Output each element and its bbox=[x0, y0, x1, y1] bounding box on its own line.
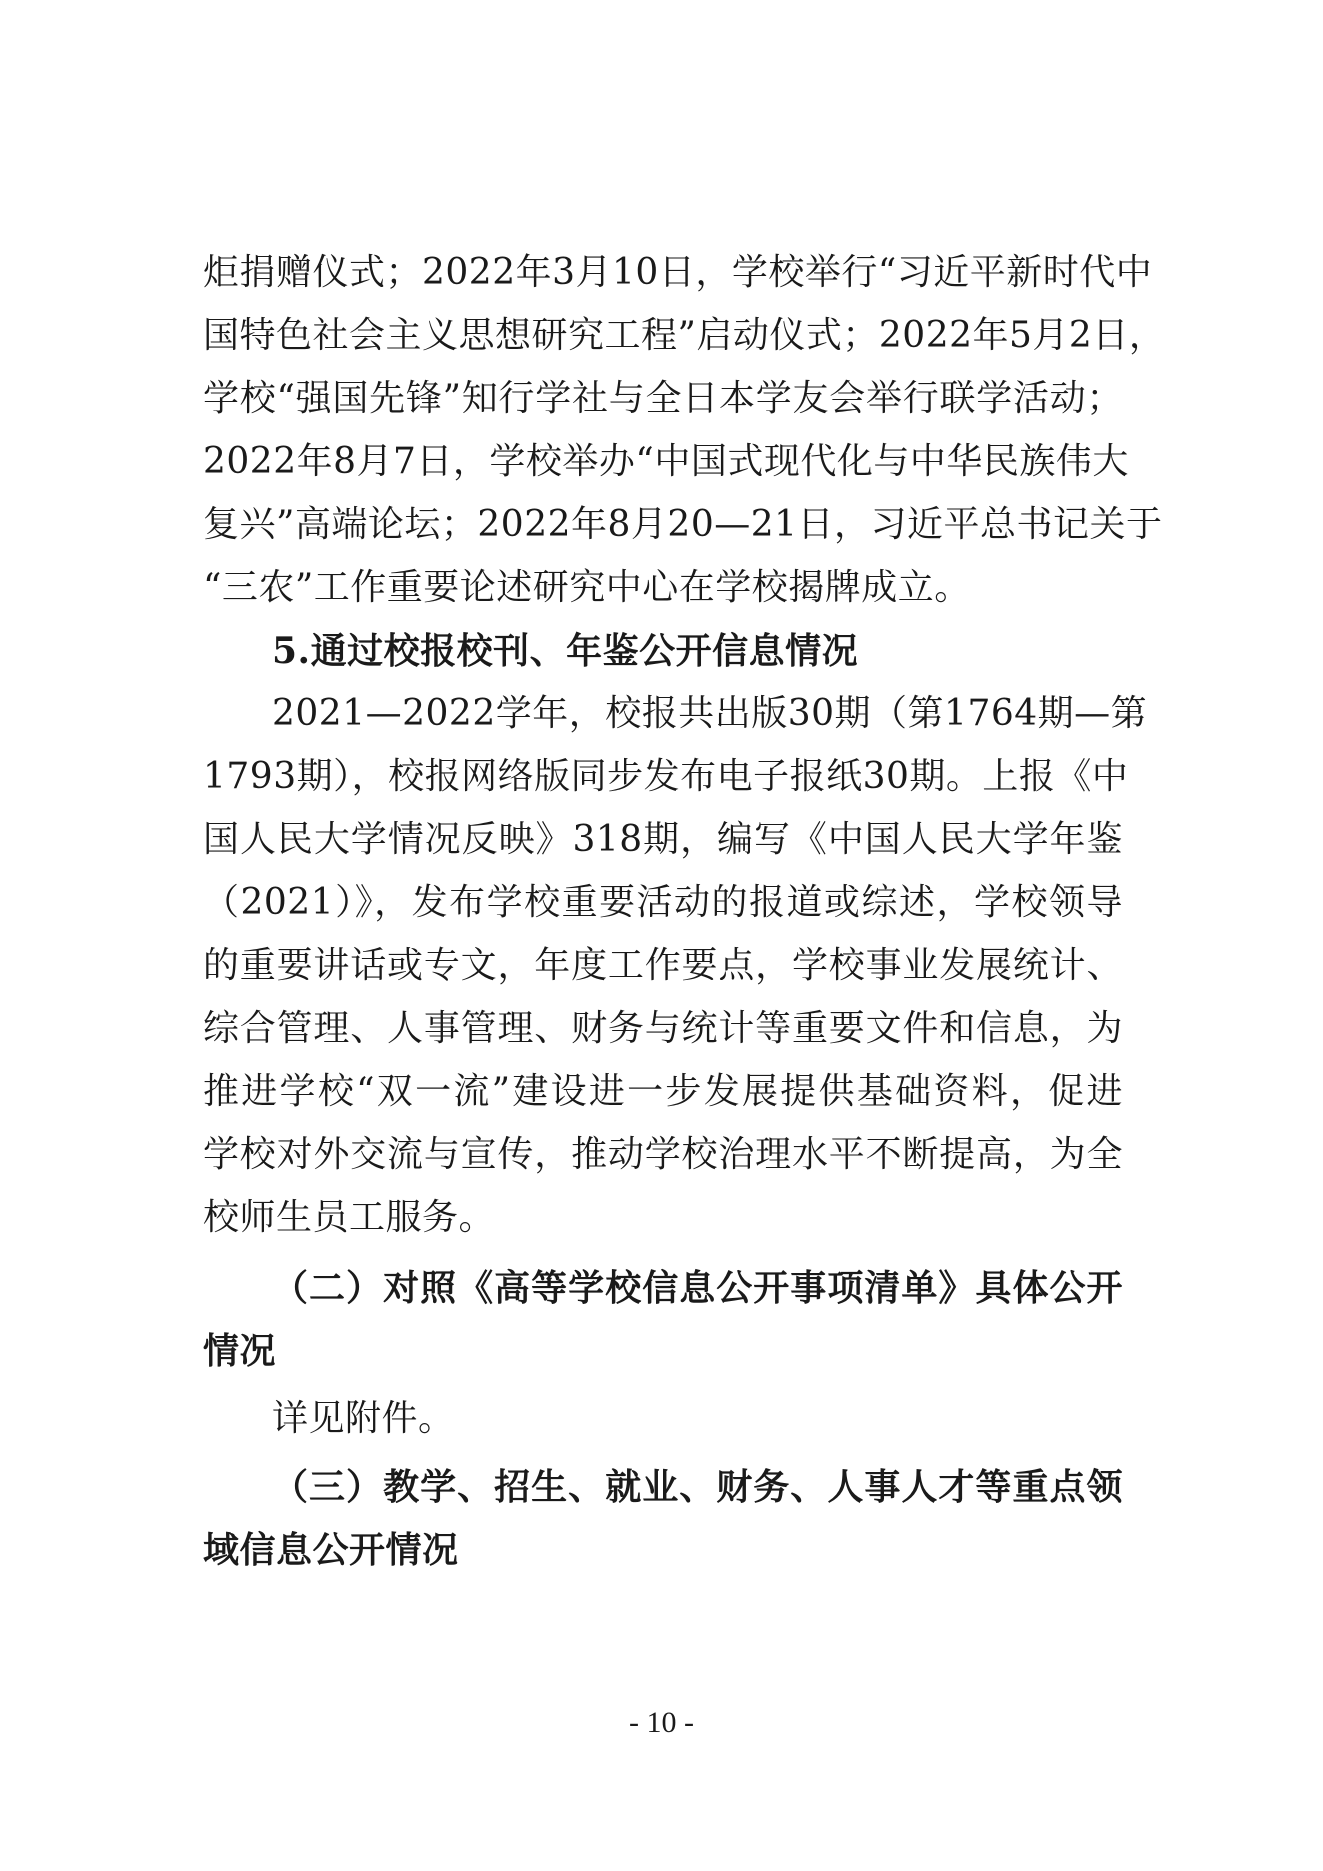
paragraph-line: 国特色社会主义思想研究工程”启动仪式；2022年5月2日， bbox=[203, 315, 1166, 356]
paragraph-line: 2021—2022学年，校报共出版30期（第1764期—第 bbox=[272, 693, 1148, 734]
paragraph-line: 国人民大学情况反映》318期，编写《中国人民大学年鉴 bbox=[203, 819, 1123, 860]
paragraph-line: 1793期），校报网络版同步发布电子报纸30期。上报《中 bbox=[203, 756, 1129, 797]
section-heading-5: 5.通过校报校刊、年鉴公开信息情况 bbox=[272, 630, 859, 672]
paragraph-line: 详见附件。 bbox=[272, 1398, 455, 1439]
section-heading-3-cont: 域信息公开情况 bbox=[203, 1529, 459, 1571]
paragraph-line: 校师生员工服务。 bbox=[203, 1197, 496, 1238]
section-heading-2-cont: 情况 bbox=[203, 1330, 277, 1372]
paragraph-line: 的重要讲话或专文，年度工作要点，学校事业发展统计、 bbox=[203, 945, 1123, 986]
paragraph-line: “三农”工作重要论述研究中心在学校揭牌成立。 bbox=[203, 567, 971, 608]
section-heading-3: （三）教学、招生、就业、财务、人事人才等重点领 bbox=[272, 1466, 1123, 1508]
paragraph-line: 学校对外交流与宣传，推动学校治理水平不断提高，为全 bbox=[203, 1134, 1123, 1175]
paragraph-line: 炬捐赠仪式；2022年3月10日，学校举行“习近平新时代中 bbox=[203, 252, 1153, 293]
paragraph-line: 学校“强国先锋”知行学社与全日本学友会举行联学活动； bbox=[203, 378, 1123, 419]
paragraph-line: 推进学校“双一流”建设进一步发展提供基础资料，促进 bbox=[203, 1071, 1123, 1112]
paragraph-line: 2022年8月7日，学校举办“中国式现代化与中华民族伟大 bbox=[203, 441, 1129, 482]
paragraph-line: 复兴”高端论坛；2022年8月20—21日，习近平总书记关于 bbox=[203, 504, 1163, 545]
paragraph-line: （2021）》，发布学校重要活动的报道或综述，学校领导 bbox=[203, 882, 1123, 923]
section-heading-2: （二）对照《高等学校信息公开事项清单》具体公开 bbox=[272, 1267, 1123, 1309]
paragraph-line: 综合管理、人事管理、财务与统计等重要文件和信息，为 bbox=[203, 1008, 1123, 1049]
page-number: - 10 - bbox=[629, 1706, 694, 1739]
